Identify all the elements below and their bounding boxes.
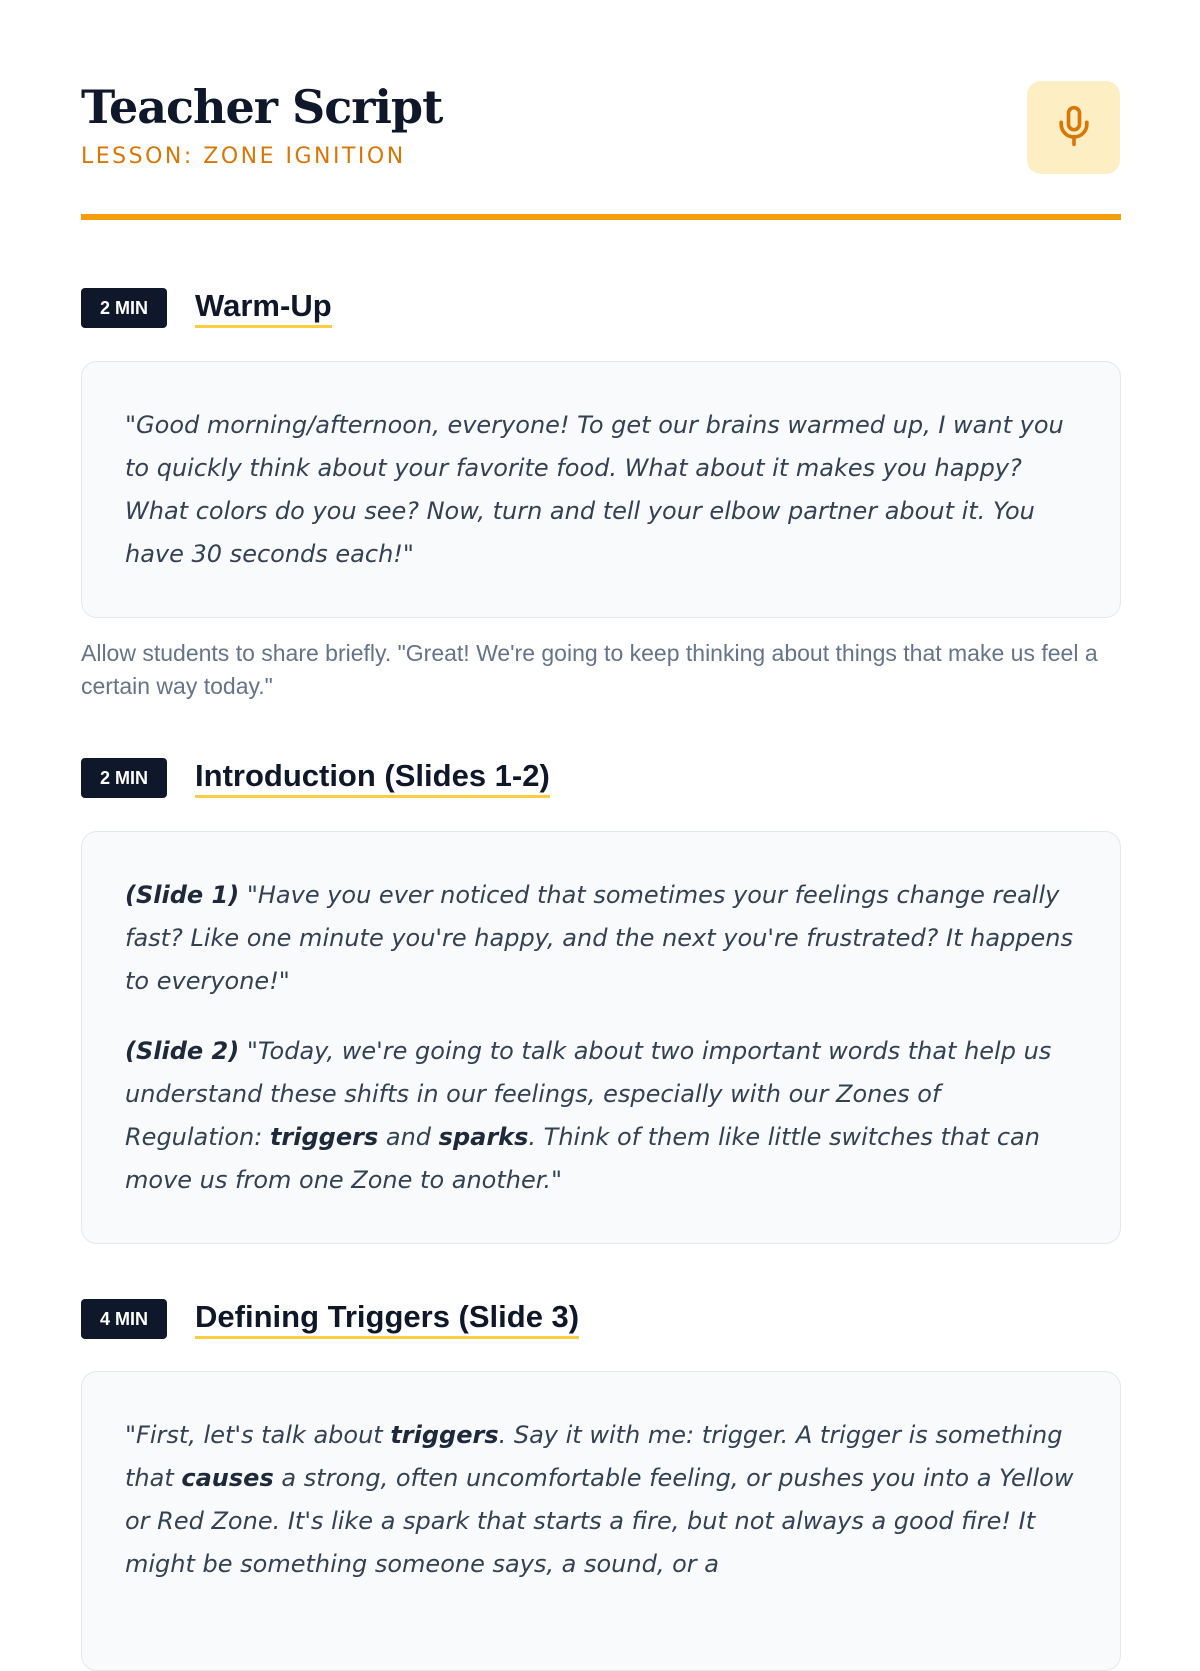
script-text: and xyxy=(378,1123,439,1151)
script-text: . Think of them like little switches that can move us from one Zone to another." xyxy=(125,1123,1040,1194)
microphone-icon xyxy=(1052,104,1096,152)
emphasis-text: (Slide 2) xyxy=(125,1037,240,1065)
emphasis-text: triggers xyxy=(390,1421,499,1449)
section-title: Defining Triggers (Slide 3) xyxy=(195,1299,579,1339)
script-paragraph xyxy=(125,1414,1080,1586)
page-header xyxy=(81,0,1121,220)
section-title: Introduction (Slides 1-2) xyxy=(195,758,550,798)
section-introduction-header xyxy=(81,758,550,798)
emphasis-text: triggers xyxy=(269,1123,379,1151)
script-text: "First, let's talk about xyxy=(125,1421,391,1449)
section-defining-triggers-header xyxy=(81,1299,579,1339)
script-text: "Good morning/afternoon, everyone! To get our brains warmed up, I want you to quickly think about your favorite food. What about it makes you happy? What colors do you see? Now, turn and tell your elbow partner about it. You have 30 seconds each!" xyxy=(125,411,1064,568)
script-text: "Today, we're going to talk about two important words that help us understand these shifts in our feelings, especially with our Zones of Regulation: xyxy=(125,1037,1052,1151)
emphasis-text: sparks xyxy=(438,1123,529,1151)
script-paragraph xyxy=(125,874,1080,1003)
microphone-button[interactable] xyxy=(1027,81,1120,174)
time-badge: 4 MIN xyxy=(81,1299,167,1339)
page-title: Teacher Script xyxy=(81,80,443,134)
section-warm-up-header xyxy=(81,288,332,328)
script-card xyxy=(81,361,1121,618)
script-card xyxy=(81,1371,1121,1671)
script-text: a strong, often uncomfortable feeling, or pushes you into a Yellow or Red Zone. It's like a spark that starts a fire, but not always a good fire! It might be something someone says, a sound, or a xyxy=(125,1464,1074,1578)
script-paragraph xyxy=(125,404,1080,576)
emphasis-text: causes xyxy=(181,1464,274,1492)
script-paragraph xyxy=(125,1030,1080,1202)
emphasis-text: (Slide 1) xyxy=(125,881,240,909)
section-title: Warm-Up xyxy=(195,288,332,328)
script-text: . Say it with me: trigger. A trigger is something that xyxy=(125,1421,1063,1492)
script-card xyxy=(81,831,1121,1244)
teacher-script-page xyxy=(81,0,1121,1578)
time-badge: 2 MIN xyxy=(81,288,167,328)
header-divider xyxy=(81,214,1121,220)
lesson-subtitle: LESSON: ZONE IGNITION xyxy=(81,144,406,169)
time-badge: 2 MIN xyxy=(81,758,167,798)
teacher-note: Allow students to share briefly. "Great! We're going to keep thinking about things that make us feel a certain way today." xyxy=(81,640,1098,699)
script-text: "Have you ever noticed that sometimes your feelings change really fast? Like one minute you're happy, and the next you're frustrated? It happens to everyone!" xyxy=(125,881,1074,995)
